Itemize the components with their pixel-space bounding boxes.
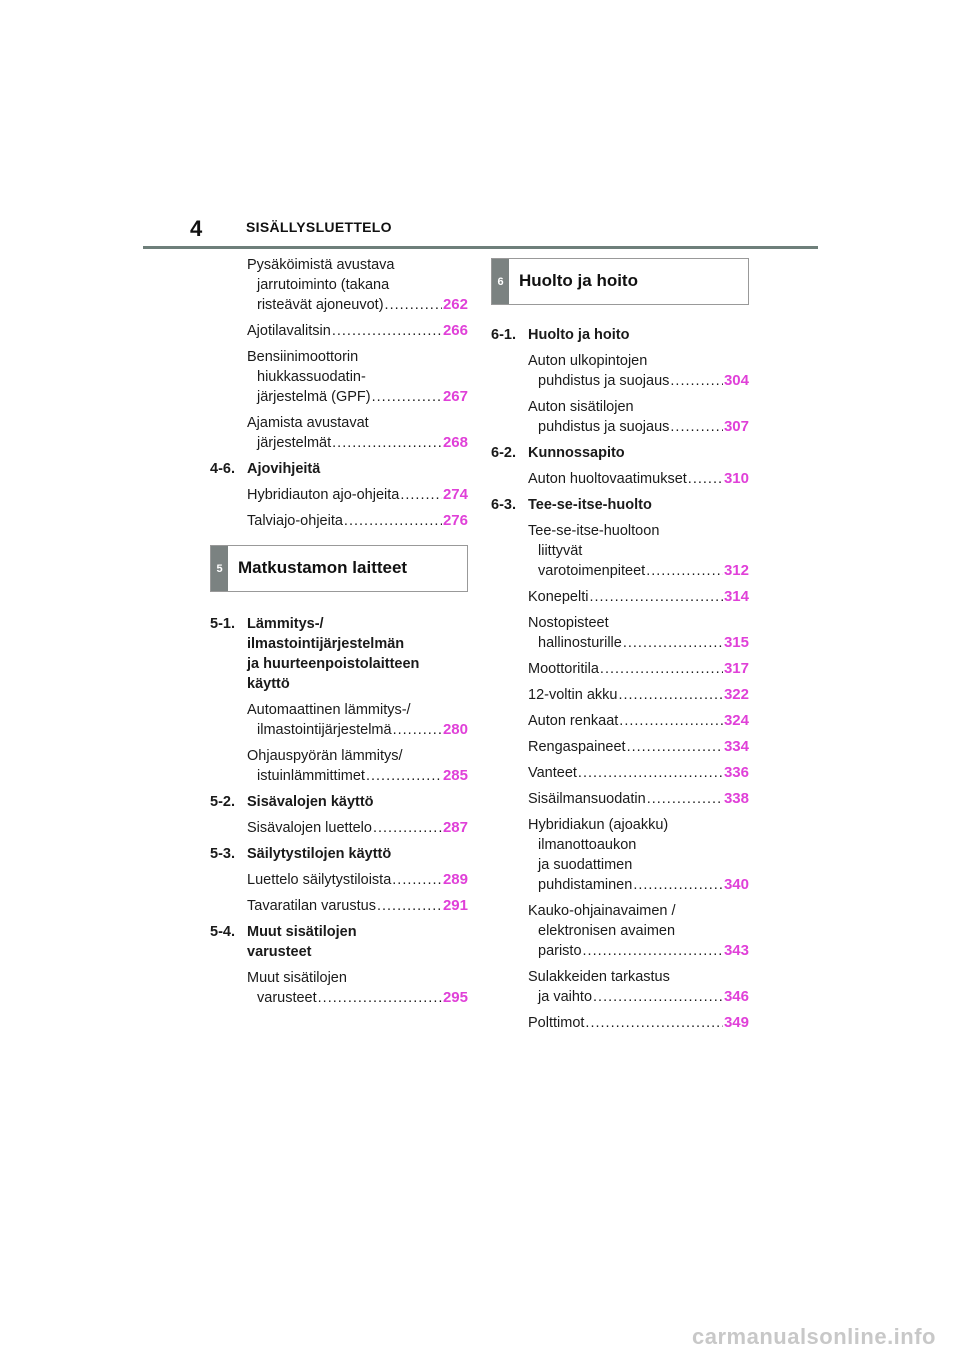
toc-entry-text: Sisävalojen luettelo	[247, 820, 372, 836]
toc-entry[interactable]	[491, 521, 749, 581]
toc-entry-text: Tee-se-itse-huoltoon	[528, 523, 660, 539]
dot-leader	[688, 469, 723, 489]
toc-entry-text: Hybridiakun (ajoakku)	[528, 817, 669, 833]
page-link[interactable]: 267	[442, 388, 468, 405]
section-heading	[210, 614, 468, 694]
toc-entry[interactable]	[491, 763, 749, 783]
toc-entry-text: Vanteet	[528, 765, 577, 781]
page-link[interactable]: 310	[723, 470, 749, 487]
toc-entry[interactable]	[491, 587, 749, 607]
section-number: 5-3.	[210, 846, 235, 862]
section-title: Lämmitys-/	[247, 616, 324, 632]
toc-entry-text: Konepelti	[528, 589, 589, 605]
toc-entry[interactable]	[491, 711, 749, 731]
toc-entry-text: Luettelo säilytystiloista	[247, 872, 392, 888]
dot-leader	[600, 659, 723, 679]
page-link[interactable]: 285	[442, 767, 468, 784]
dot-leader	[633, 875, 723, 895]
dot-leader	[332, 321, 442, 341]
toc-entry[interactable]	[210, 896, 468, 916]
section-title: Huolto ja hoito	[528, 327, 630, 343]
toc-entry[interactable]	[491, 659, 749, 679]
page-link[interactable]: 287	[442, 819, 468, 836]
dot-leader	[393, 720, 442, 740]
toc-entry-text: Sisäilmansuodatin	[528, 791, 646, 807]
toc-entry[interactable]	[210, 255, 468, 315]
section-number: 6-1.	[491, 327, 516, 343]
section-box-title: Matkustamon laitteet	[238, 558, 408, 577]
section-title: käyttö	[247, 676, 290, 692]
toc-entry-text: Sulakkeiden tarkastus	[528, 969, 670, 985]
section-title: ja huurteenpoistolaitteen	[247, 656, 420, 672]
section-title: ilmastointijärjestelmän	[247, 636, 405, 652]
page-link[interactable]: 349	[723, 1014, 749, 1031]
section-title: Muut sisätilojen	[247, 924, 357, 940]
page-link[interactable]: 276	[442, 512, 468, 529]
section-title: Säilytystilojen käyttö	[247, 846, 392, 862]
toc-entry-text: liittyvät	[538, 543, 583, 559]
section-number: 5-4.	[210, 924, 235, 940]
toc-entry-text: järjestelmät	[257, 435, 332, 451]
page-link[interactable]: 324	[723, 712, 749, 729]
toc-entry[interactable]	[491, 685, 749, 705]
section-title: Sisävalojen käyttö	[247, 794, 374, 810]
page-link[interactable]: 336	[723, 764, 749, 781]
section-title: Tee-se-itse-huolto	[528, 497, 652, 513]
page-link[interactable]: 307	[723, 418, 749, 435]
toc-entry-text: istuinlämmittimet	[257, 768, 365, 784]
page-link[interactable]: 295	[442, 989, 468, 1006]
toc-entry-text: puhdistus ja suojaus	[538, 373, 670, 389]
toc-entry[interactable]	[210, 968, 468, 1008]
section-number: 6-2.	[491, 445, 516, 461]
page-link[interactable]: 268	[442, 434, 468, 451]
toc-entry-text: Bensiinimoottorin	[247, 349, 359, 365]
section-heading	[210, 844, 468, 864]
toc-entry-text: Automaattinen lämmitys-/	[247, 702, 411, 718]
toc-entry-text: risteävät ajoneuvot)	[257, 297, 384, 313]
page-link[interactable]: 317	[723, 660, 749, 677]
section-box-6	[491, 258, 749, 305]
toc-entry-text: puhdistaminen	[538, 877, 633, 893]
dot-leader	[646, 561, 723, 581]
dot-leader	[377, 896, 442, 916]
page-link[interactable]: 338	[723, 790, 749, 807]
section-number: 5-2.	[210, 794, 235, 810]
section-title: varusteet	[247, 944, 312, 960]
section-number: 4-6.	[210, 461, 235, 477]
page-link[interactable]: 334	[723, 738, 749, 755]
page-link[interactable]: 314	[723, 588, 749, 605]
dot-leader	[627, 737, 723, 757]
toc-entry-text: varotoimenpiteet	[538, 563, 646, 579]
toc-entry[interactable]	[491, 967, 749, 1007]
section-tab-6: 6	[492, 259, 509, 304]
toc-entry-text: varusteet	[257, 990, 317, 1006]
left-column	[210, 255, 468, 1014]
toc-entry-text: hallinosturille	[538, 635, 622, 651]
page-link[interactable]: 280	[442, 721, 468, 738]
page-header	[143, 210, 818, 249]
dot-leader	[392, 870, 442, 890]
dot-leader	[318, 988, 442, 1008]
dot-leader	[385, 295, 442, 315]
section-heading	[491, 443, 749, 463]
dot-leader	[619, 711, 723, 731]
toc-entry[interactable]	[210, 511, 468, 531]
toc-entry[interactable]	[210, 347, 468, 407]
dot-leader	[618, 685, 723, 705]
page-link[interactable]: 340	[723, 876, 749, 893]
toc-entry-text: ilmastointijärjestelmä	[257, 722, 392, 738]
page-number: 4	[190, 216, 203, 241]
section-heading	[210, 792, 468, 812]
dot-leader	[589, 587, 723, 607]
page-link[interactable]: 266	[442, 322, 468, 339]
watermark: carmanualsonline.info	[692, 1324, 936, 1349]
dot-leader	[670, 417, 723, 437]
dot-leader	[366, 766, 442, 786]
toc-entry-text: Tavaratilan varustus	[247, 898, 376, 914]
toc-entry-text: Auton renkaat	[528, 713, 619, 729]
page-link[interactable]: 312	[723, 562, 749, 579]
toc-entry-text: puhdistus ja suojaus	[538, 419, 670, 435]
section-heading	[491, 325, 749, 345]
toc-entry[interactable]	[210, 413, 468, 453]
toc-entry-text: Talviajo-ohjeita	[247, 513, 343, 529]
section-heading	[210, 922, 468, 962]
toc-entry[interactable]	[210, 746, 468, 786]
toc-entry-text: ja vaihto	[538, 989, 593, 1005]
toc-entry[interactable]	[491, 901, 749, 961]
toc-entry[interactable]	[491, 613, 749, 653]
dot-leader	[647, 789, 723, 809]
dot-leader	[583, 941, 723, 961]
section-tab-5: 5	[211, 546, 228, 591]
dot-leader	[400, 485, 442, 505]
header-title: SISÄLLYSLUETTELO	[246, 219, 392, 235]
toc-entry-text: Polttimot	[528, 1015, 585, 1031]
section-box-5	[210, 545, 468, 592]
toc-entry[interactable]	[491, 397, 749, 437]
toc-entry[interactable]	[210, 818, 468, 838]
toc-entry[interactable]	[210, 700, 468, 740]
dot-leader	[623, 633, 723, 653]
toc-entry-text: ilmanottoaukon	[538, 837, 637, 853]
dot-leader	[332, 433, 442, 453]
page-link[interactable]: 322	[723, 686, 749, 703]
toc-entry-text: Rengaspaineet	[528, 739, 626, 755]
toc-entry-text: Muut sisätilojen	[247, 970, 347, 986]
section-title: Kunnossapito	[528, 445, 625, 461]
toc-entry[interactable]	[491, 1013, 749, 1033]
page-link[interactable]: 304	[723, 372, 749, 389]
section-number: 6-3.	[491, 497, 516, 513]
page-link[interactable]: 346	[723, 988, 749, 1005]
page-link[interactable]: 343	[723, 942, 749, 959]
section-title: Ajovihjeitä	[247, 461, 321, 477]
toc-entry-text: Ajamista avustavat	[247, 415, 369, 431]
toc-entry-text: ja suodattimen	[538, 857, 633, 873]
toc-entry-text: Pysäköimistä avustava	[247, 257, 395, 273]
toc-entry-text: jarrutoiminto (takana	[257, 277, 390, 293]
toc-entry-text: Auton ulkopintojen	[528, 353, 648, 369]
toc-entry-text: paristo	[538, 943, 582, 959]
toc-entry-text: Nostopisteet	[528, 615, 609, 631]
page-link[interactable]: 262	[442, 296, 468, 313]
toc-entry-text: Moottoritila	[528, 661, 599, 677]
toc-entry[interactable]	[210, 870, 468, 890]
toc-entry-text: Hybridiauton ajo-ohjeita	[247, 487, 400, 503]
section-number: 5-1.	[210, 616, 235, 632]
page-link[interactable]: 289	[442, 871, 468, 888]
toc-entry-text: Ajotilavalitsin	[247, 323, 331, 339]
toc-entry-text: järjestelmä (GPF)	[257, 389, 371, 405]
dot-leader	[585, 1013, 723, 1033]
dot-leader	[670, 371, 723, 391]
toc-entry-text: 12-voltin akku	[528, 687, 618, 703]
toc-entry[interactable]	[210, 485, 468, 505]
right-column	[491, 258, 749, 1039]
section-heading	[491, 495, 749, 515]
toc-entry-text: Auton huoltovaatimukset	[528, 471, 687, 487]
page-link[interactable]: 274	[442, 486, 468, 503]
toc-entry[interactable]	[491, 815, 749, 895]
page-link[interactable]: 315	[723, 634, 749, 651]
toc-entry[interactable]	[210, 321, 468, 341]
page-link[interactable]: 291	[442, 897, 468, 914]
toc-entry[interactable]	[491, 351, 749, 391]
dot-leader	[373, 818, 442, 838]
toc-entry[interactable]	[491, 737, 749, 757]
toc-entry-text: Auton sisätilojen	[528, 399, 634, 415]
dot-leader	[344, 511, 442, 531]
section-box-title: Huolto ja hoito	[519, 271, 638, 290]
section-heading	[210, 459, 468, 479]
toc-entry-text: Ohjauspyörän lämmitys/	[247, 748, 403, 764]
toc-entry[interactable]	[491, 789, 749, 809]
dot-leader	[372, 387, 442, 407]
dot-leader	[593, 987, 723, 1007]
toc-entry-text: Kauko-ohjainavaimen /	[528, 903, 676, 919]
toc-entry-text: elektronisen avaimen	[538, 923, 676, 939]
toc-entry-text: hiukkassuodatin-	[257, 369, 366, 385]
toc-entry[interactable]	[491, 469, 749, 489]
dot-leader	[578, 763, 723, 783]
